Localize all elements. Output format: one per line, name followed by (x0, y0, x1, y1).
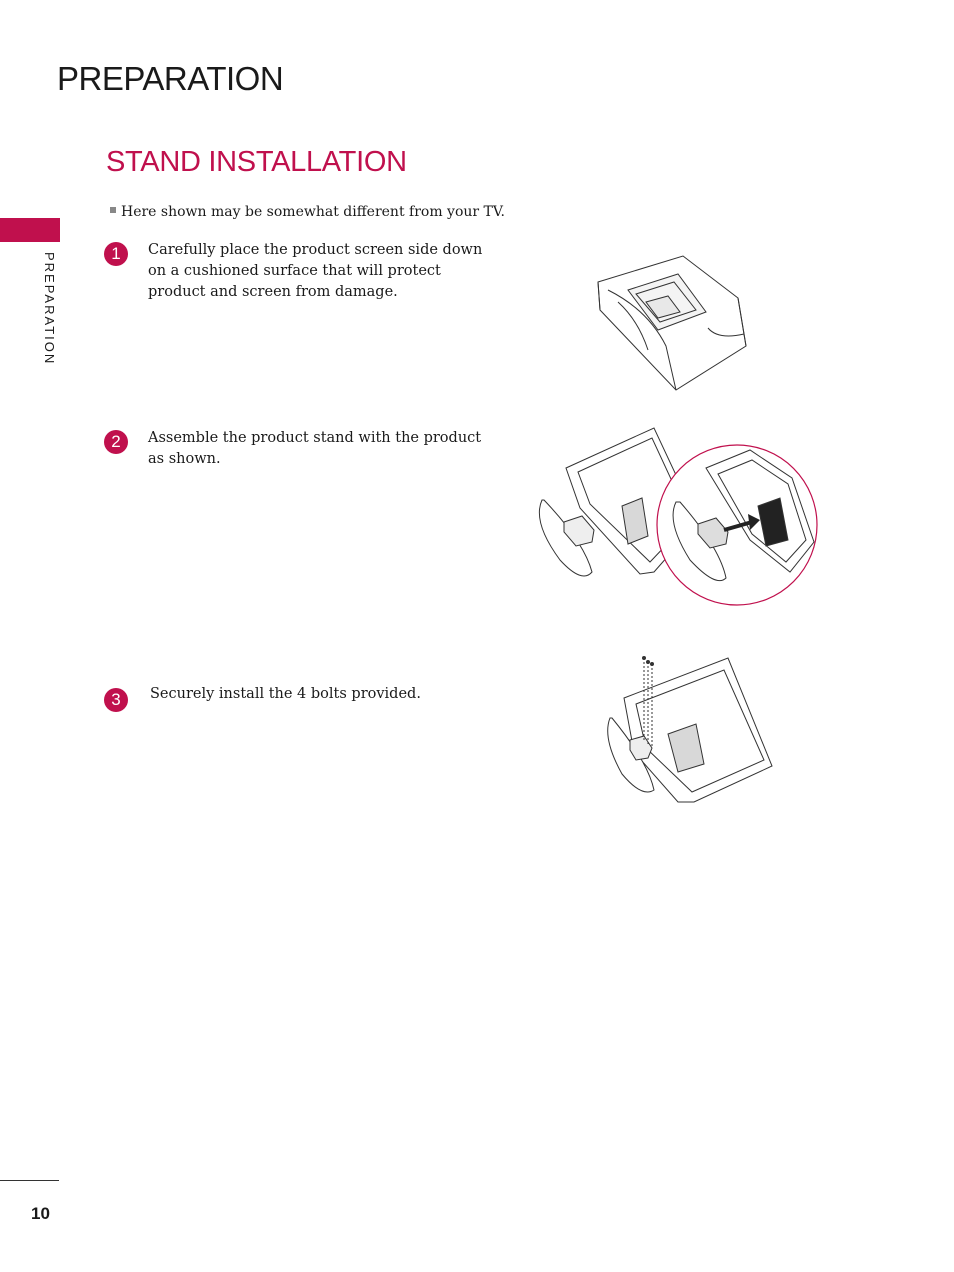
section-title: STAND INSTALLATION (106, 146, 407, 178)
note (110, 204, 505, 220)
step-3-text: Securely install the 4 bolts provided. (150, 686, 421, 702)
step-1-text: Carefully place the product screen side down on a cushioned surface that will protect product and screen from damage. (148, 242, 483, 300)
step-3-number: 3 (104, 688, 128, 712)
sidebar-section-label: PREPARATION (42, 252, 57, 366)
page-number: 10 (31, 1204, 50, 1223)
step-2-number: 2 (104, 430, 128, 454)
section-tab-marker (0, 218, 60, 242)
note-text: Here shown may be somewhat different from your TV. (121, 204, 505, 220)
bolts-installation-illustration (604, 652, 780, 812)
page-title: PREPARATION (57, 60, 284, 97)
footer-rule (0, 1180, 59, 1181)
step-1-number: 1 (104, 242, 128, 266)
stand-assembly-illustration (530, 422, 820, 606)
tv-on-cushion-illustration (588, 250, 758, 398)
step-2-text: Assemble the product stand with the product as shown. (148, 430, 482, 467)
square-bullet-icon (110, 207, 116, 213)
